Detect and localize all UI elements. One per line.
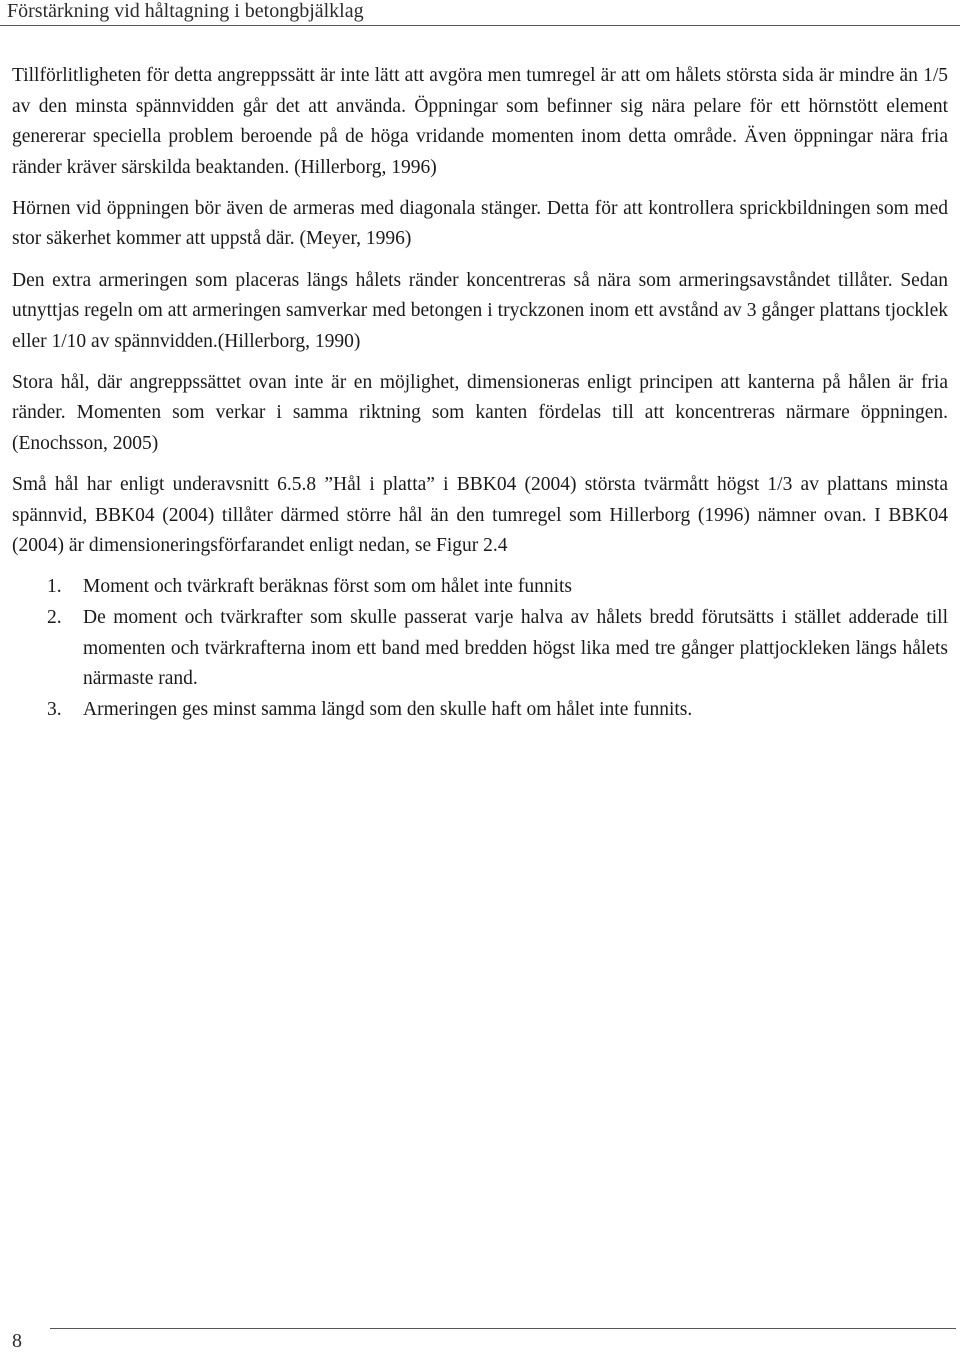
running-header bbox=[0, 0, 960, 25]
paragraph-edge-reinforcement: Den extra armeringen som placeras längs hålets ränder koncentreras så nära som armeringsavståndet tillåter. Sedan utnyttjas regeln om att armeringen samverkar med betongen i tryckzonen inom ett avstånd av 3 gånger plattans tjocklek eller 1/10 av spännvidden.(Hillerborg, 1990) bbox=[12, 269, 948, 352]
paragraph-corner-reinforcement: Hörnen vid öppningen bör även de armeras med diagonala stänger. Detta för att kontrollera sprickbildningen som med stor säkerhet kommer att uppstå där. (Meyer, 1996) bbox=[12, 197, 948, 250]
header-divider bbox=[0, 25, 960, 26]
page-footer bbox=[0, 1320, 960, 1354]
list-item-text: Moment och tvärkraft beräknas först som om hålet inte funnits bbox=[83, 576, 573, 598]
document-header-title: Förstärkning vid håltagning i betongbjälklag bbox=[7, 0, 364, 22]
paragraph-large-openings: Stora hål, där angreppssättet ovan inte är en möjlighet, dimensioneras enligt principen att kanterna på hålen är fria ränder. Momenten som verkar i samma riktning som kanten fördelas till att koncentreras närmare öppningen. (Enochsson, 2005) bbox=[12, 371, 948, 455]
list-item bbox=[12, 603, 948, 695]
page-number: 8 bbox=[12, 1330, 22, 1352]
paragraph-small-openings: Små hål har enligt underavsnitt 6.5.8 ”Hål i platta” i BBK04 (2004) största tvärmått högst 1/3 av plattans minsta spännvid, BBK04 (2004) tillåter därmed större hål än den tumregel som Hillerborg (1996) nämner ovan. I BBK04 (2004) är dimensioneringsförfarandet enligt nedan, se Figur 2.4 bbox=[12, 474, 948, 557]
list-item-text: De moment och tvärkrafter som skulle passerat varje halva av hålets bredd förutsätts i stället adderade till momenten och tvärkrafterna inom ett band med bredden högst lika med tre gånger plattjockleken längs hålets närmaste rand. bbox=[83, 607, 948, 690]
footer-divider bbox=[50, 1328, 956, 1329]
list-item-number: 3. bbox=[47, 698, 62, 720]
list-item bbox=[12, 572, 948, 603]
document-body bbox=[12, 61, 948, 725]
list-item-number: 2. bbox=[47, 607, 62, 628]
list-item bbox=[12, 695, 948, 726]
list-item-text: Armeringen ges minst samma längd som den skulle haft om hålet inte funnits. bbox=[83, 698, 693, 720]
design-procedure-list bbox=[12, 572, 948, 725]
paragraph-opening-size-rule: Tillförlitligheten för detta angreppssätt är inte lätt att avgöra men tumregel är att om hålets största sida är mindre än 1/5 av den minsta spännvidden går det att använda. Öppningar som befinner sig nära pelare för ett hörnstött element genererar speciella problem beroende på de höga vridande momenten inom detta område. Även öppningar nära fria ränder kräver särskilda beaktanden. (Hillerborg, 1996) bbox=[12, 65, 948, 178]
list-item-number: 1. bbox=[47, 576, 62, 598]
